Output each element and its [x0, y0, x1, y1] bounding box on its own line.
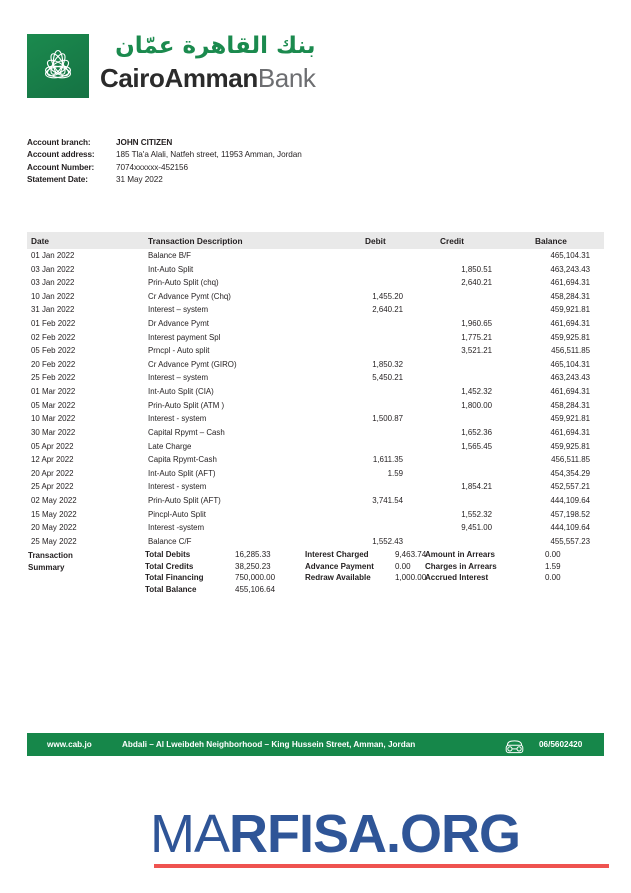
transaction-debit: 1,611.35 — [372, 455, 403, 465]
transaction-description: Interest -system — [148, 523, 205, 533]
transaction-credit: 1,652.36 — [461, 427, 492, 437]
watermark-part-2: RFISA — [229, 804, 386, 864]
transaction-description: Interest – system — [148, 305, 209, 315]
summary-value: 1.59 — [545, 561, 561, 571]
summary-title-line1: Transaction — [28, 551, 73, 560]
table-row — [27, 535, 604, 549]
summary-label: Total Credits — [145, 561, 194, 571]
transaction-date: 25 Feb 2022 — [31, 373, 76, 383]
transaction-description: Int-Auto Split (CIA) — [148, 387, 214, 397]
table-row — [27, 480, 604, 494]
summary-label: Total Balance — [145, 584, 197, 594]
account-detail-row — [27, 137, 302, 149]
transaction-credit: 1,565.45 — [461, 441, 492, 451]
account-address-label: Account address: — [27, 150, 95, 160]
transactions-table — [27, 232, 604, 548]
transaction-credit: 1,552.32 — [461, 509, 492, 519]
transaction-credit: 1,854.21 — [461, 482, 492, 492]
table-row — [27, 412, 604, 426]
telephone-icon — [504, 740, 525, 757]
transaction-description: Cr Advance Pymt (GIRO) — [148, 359, 237, 369]
transaction-date: 03 Jan 2022 — [31, 278, 75, 288]
transaction-description: Pincpl-Auto Split — [148, 509, 206, 519]
transaction-description: Prin-Auto Split (chq) — [148, 278, 219, 288]
table-row — [27, 494, 604, 508]
transaction-debit: 3,741.54 — [372, 495, 403, 505]
transaction-balance: 463,243.43 — [550, 373, 590, 383]
logo-name-primary: CairoAmman — [100, 63, 258, 93]
account-branch-value: JOHN CITIZEN — [116, 138, 173, 147]
transaction-debit: 1,850.32 — [372, 359, 403, 369]
transaction-date: 10 Jan 2022 — [31, 291, 75, 301]
summary-label: Accrued Interest — [425, 573, 489, 582]
summary-label: Interest Charged — [305, 550, 369, 559]
account-branch-label: Account branch: — [27, 138, 91, 147]
account-detail-row — [27, 162, 302, 174]
summary-value: 750,000.00 — [235, 573, 276, 582]
transaction-credit: 9,451.00 — [461, 523, 492, 533]
transaction-balance: 465,104.31 — [550, 359, 590, 369]
transaction-date: 20 Feb 2022 — [31, 359, 76, 369]
footer-website[interactable]: www.cab.jo — [47, 740, 92, 749]
transaction-date: 10 Mar 2022 — [31, 414, 76, 424]
summary-value: 1,000.00 — [395, 573, 427, 582]
transaction-balance: 459,921.81 — [550, 305, 590, 315]
transaction-date: 05 Mar 2022 — [31, 400, 76, 410]
transaction-credit: 1,960.65 — [461, 319, 492, 329]
transaction-description: Interest payment Spl — [148, 332, 221, 342]
transaction-balance: 461,694.31 — [550, 427, 590, 437]
table-header-row — [27, 232, 604, 249]
summary-title-line2: Summary — [28, 562, 65, 572]
summary-value: 38,250.23 — [235, 561, 271, 571]
footer-phone: 06/5602420 — [539, 740, 583, 749]
transaction-balance: 461,694.31 — [550, 387, 590, 397]
transaction-description: Interest - system — [148, 414, 207, 424]
transaction-date: 05 Feb 2022 — [31, 346, 76, 356]
transaction-description: Late Charge — [148, 441, 192, 451]
transaction-debit: 1,455.20 — [372, 291, 403, 301]
transaction-balance: 463,243.43 — [550, 264, 590, 274]
table-row — [27, 426, 604, 440]
transaction-balance: 458,284.31 — [550, 400, 590, 410]
transaction-date: 01 Mar 2022 — [31, 387, 76, 397]
account-detail-row — [27, 174, 302, 186]
transaction-balance: 456,511.85 — [551, 455, 590, 465]
bank-logo — [27, 34, 316, 98]
transaction-balance: 454,354.29 — [550, 468, 590, 478]
summary-value: 16,285.33 — [235, 550, 271, 559]
transaction-balance: 459,925.81 — [550, 441, 590, 451]
table-row — [27, 521, 604, 535]
summary-value: 0.00 — [545, 550, 561, 559]
summary-label: Advance Payment — [305, 561, 374, 571]
transaction-description: Capital Rpymt – Cash — [148, 427, 225, 437]
summary-label: Redraw Available — [305, 573, 371, 582]
transaction-date: 01 Feb 2022 — [31, 319, 76, 329]
summary-value: 0.00 — [395, 561, 411, 571]
transaction-balance: 456,511.85 — [551, 346, 590, 356]
summary-value: 455,106.64 — [235, 584, 276, 594]
transaction-debit: 5,450.21 — [372, 373, 403, 383]
transaction-description: Capita Rpymt-Cash — [148, 455, 217, 465]
transaction-date: 02 May 2022 — [31, 495, 77, 505]
watermark-part-3: .ORG — [386, 804, 521, 864]
transaction-description: Dr Advance Pymt — [148, 319, 209, 329]
transaction-balance: 465,104.31 — [550, 251, 590, 260]
transaction-date: 15 May 2022 — [31, 509, 77, 519]
transaction-description: Int-Auto Split — [148, 264, 194, 274]
transaction-credit: 1,800.00 — [461, 400, 492, 410]
account-details — [27, 137, 302, 187]
transaction-date: 01 Jan 2022 — [31, 251, 75, 260]
summary-label: Total Financing — [145, 573, 204, 582]
transaction-description: Interest - system — [148, 482, 207, 492]
transaction-date: 03 Jan 2022 — [31, 264, 75, 274]
column-header-description: Transaction Description — [148, 236, 243, 246]
transaction-date: 12 Apr 2022 — [31, 455, 74, 465]
transaction-balance: 461,694.31 — [550, 278, 590, 288]
table-row — [27, 508, 604, 522]
transaction-description: Interest – system — [148, 373, 209, 383]
transaction-balance: 459,921.81 — [550, 414, 590, 424]
table-row — [27, 467, 604, 481]
logo-latin-text — [100, 65, 316, 91]
transaction-date: 31 Jan 2022 — [31, 305, 75, 315]
watermark-underline — [154, 864, 609, 868]
table-row — [27, 317, 604, 331]
transaction-credit: 3,521.21 — [461, 346, 492, 356]
statement-date-value: 31 May 2022 — [116, 175, 163, 185]
transaction-balance: 459,925.81 — [550, 332, 590, 342]
table-row — [27, 453, 604, 467]
account-address-value: 185 Tla'a Alali, Natfeh street, 11953 Amman, Jordan — [116, 150, 302, 160]
transaction-debit: 1,552.43 — [372, 536, 403, 546]
table-row — [27, 399, 604, 413]
column-header-debit: Debit — [365, 236, 386, 246]
table-row — [27, 290, 604, 304]
logo-name-secondary: Bank — [257, 63, 316, 93]
transaction-description: Int-Auto Split (AFT) — [148, 468, 216, 478]
transaction-description: Prncpl - Auto split — [148, 346, 210, 356]
transaction-date: 25 May 2022 — [31, 536, 77, 546]
summary-label: Charges in Arrears — [425, 561, 497, 571]
table-row — [27, 358, 604, 372]
table-row — [27, 249, 604, 263]
column-header-credit: Credit — [440, 236, 464, 246]
logo-arabic-text: بنك القاهرة عمّان — [115, 33, 316, 59]
transaction-balance: 444,109.64 — [550, 523, 590, 533]
page-footer — [27, 733, 604, 756]
transaction-description: Balance B/F — [148, 251, 191, 260]
transaction-credit: 2,640.21 — [461, 278, 492, 288]
summary-label: Total Debits — [145, 550, 191, 559]
summary-value: 0.00 — [545, 573, 561, 582]
transaction-date: 05 Apr 2022 — [31, 441, 74, 451]
table-row — [27, 371, 604, 385]
transaction-balance: 455,557.23 — [550, 536, 590, 546]
table-row — [27, 276, 604, 290]
transaction-balance: 452,557.21 — [550, 482, 590, 492]
lotus-flower-icon — [27, 34, 89, 98]
account-number-label: Account Number: — [27, 162, 95, 172]
footer-address: Abdali – Al Lweibdeh Neighborhood – King Hussein Street, Amman, Jordan — [122, 740, 416, 749]
table-row — [27, 385, 604, 399]
transaction-description: Prin-Auto Split (AFT) — [148, 495, 221, 505]
summary-title — [28, 550, 73, 573]
column-header-date: Date — [31, 236, 49, 246]
table-row — [27, 303, 604, 317]
statement-date-label: Statement Date: — [27, 175, 88, 185]
transaction-debit: 1.59 — [387, 468, 403, 478]
table-row — [27, 263, 604, 277]
transaction-balance: 457,198.52 — [550, 509, 590, 519]
table-body — [27, 249, 604, 548]
transaction-credit: 1,850.51 — [461, 264, 492, 274]
summary-label: Amount in Arrears — [425, 550, 495, 559]
account-number-value: 7074xxxxxx-452156 — [116, 162, 188, 172]
transaction-date: 30 Mar 2022 — [31, 427, 76, 437]
transaction-date: 25 Apr 2022 — [31, 482, 74, 492]
table-row — [27, 440, 604, 454]
transaction-balance: 444,109.64 — [550, 495, 590, 505]
watermark — [150, 806, 615, 868]
transaction-credit: 1,775.21 — [461, 332, 492, 342]
transaction-description: Balance C/F — [148, 536, 192, 546]
account-detail-row — [27, 149, 302, 161]
transaction-description: Cr Advance Pymt (Chq) — [148, 291, 231, 301]
watermark-text — [150, 806, 615, 862]
column-header-balance: Balance — [535, 236, 567, 246]
transaction-balance: 458,284.31 — [550, 291, 590, 301]
table-row — [27, 344, 604, 358]
transaction-balance: 461,694.31 — [550, 319, 590, 329]
transaction-debit: 2,640.21 — [372, 305, 403, 315]
transaction-credit: 1,452.32 — [461, 387, 492, 397]
transaction-date: 20 May 2022 — [31, 523, 77, 533]
watermark-part-1: MA — [150, 804, 229, 864]
transaction-debit: 1,500.87 — [372, 414, 403, 424]
transaction-date: 02 Feb 2022 — [31, 332, 76, 342]
table-row — [27, 331, 604, 345]
summary-value: 9,463.74 — [395, 550, 427, 559]
transaction-description: Prin-Auto Split (ATM ) — [148, 400, 225, 410]
transaction-date: 20 Apr 2022 — [31, 468, 74, 478]
